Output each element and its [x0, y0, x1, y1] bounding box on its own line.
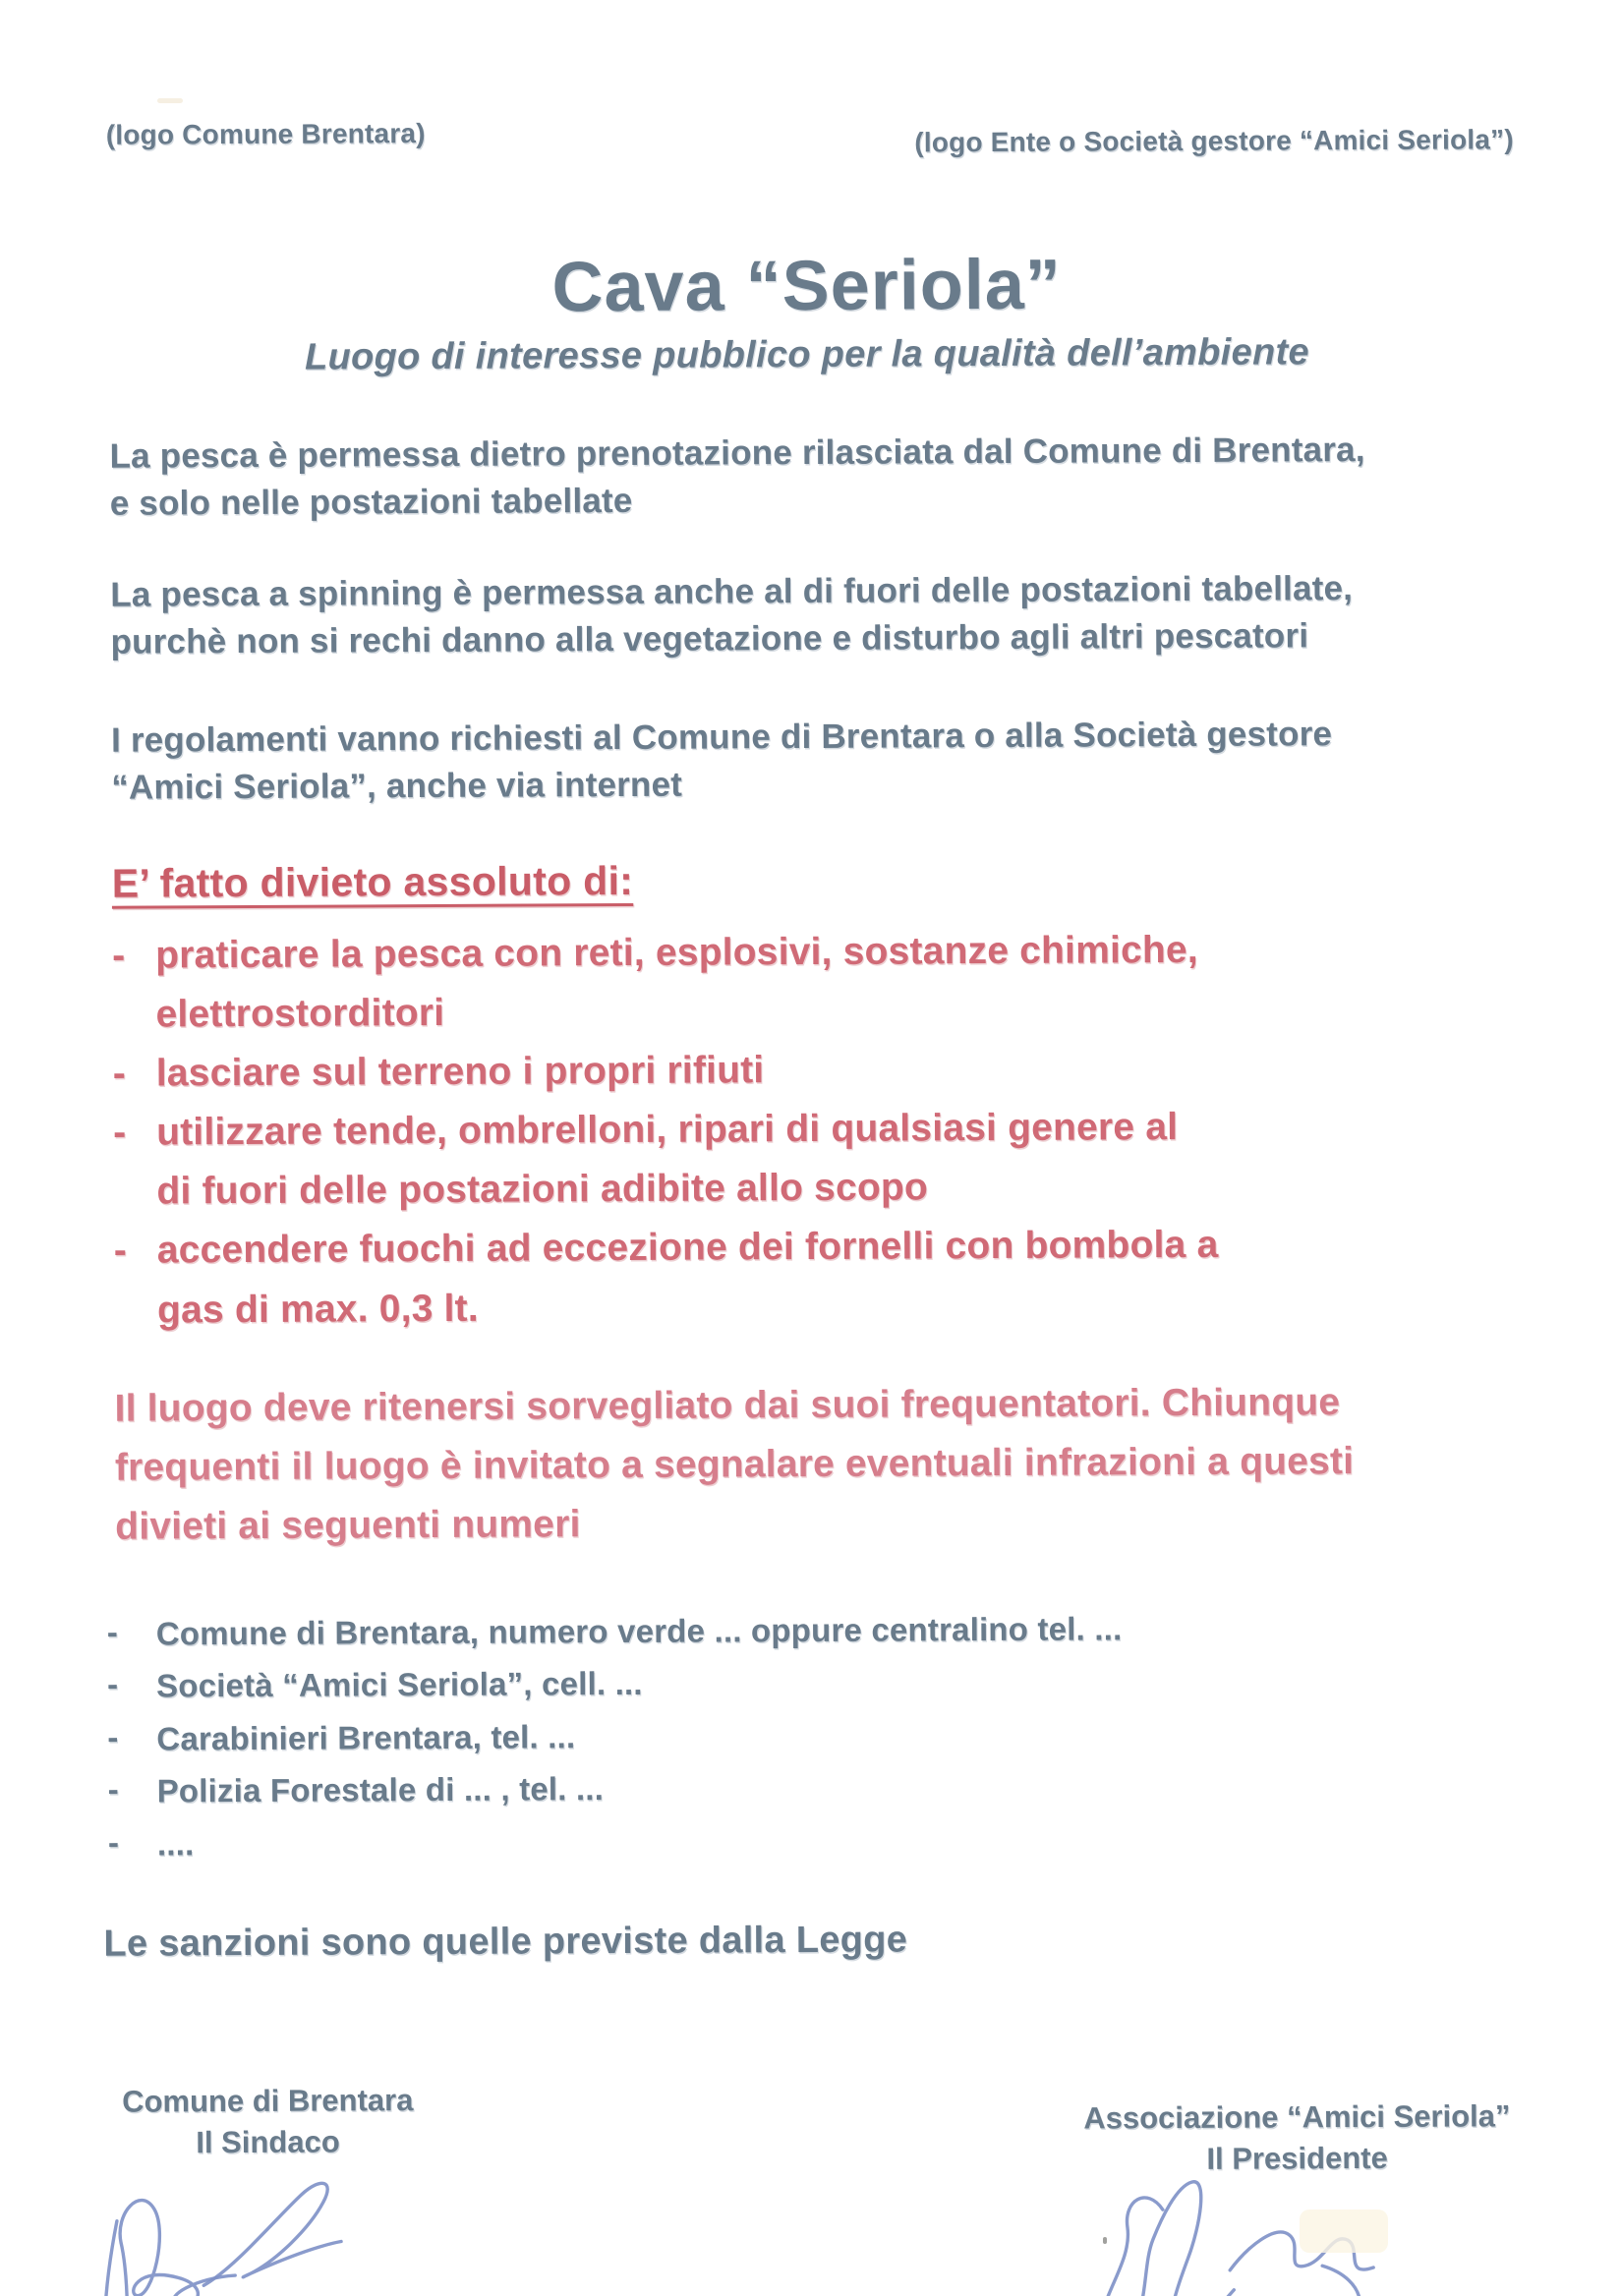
contact-item-comune: - Comune di Brentara, numero verde ... oppure centralino tel. ... [107, 1600, 1565, 1660]
contact-item-polizia-forestale: - Polizia Forestale di ... , tel. ... [108, 1757, 1566, 1817]
logo-placeholder-row [0, 0, 1616, 158]
signatory-organization: Associazione “Amici Seriola” [1083, 2098, 1511, 2136]
signature-block-mayor [100, 2080, 436, 2296]
prohibition-item-tents: - utilizzare tende, ombrelloni, ripari di qualsiasi genere al di fuori delle postazioni adibite allo scopo [113, 1096, 1563, 1222]
contact-item-other: - .... [108, 1809, 1566, 1869]
mayor-signature-ink [87, 2151, 403, 2296]
prohibition-list [112, 919, 1563, 1340]
prohibition-item-fires: - accendere fuochi ad eccezione dei fornelli con bombola a gas di max. 0,3 lt. [114, 1214, 1564, 1340]
left-logo-placeholder: (logo Comune Brentara) [105, 118, 426, 150]
prohibition-item-litter: - lasciare sul terreno i propri rifiuti [113, 1037, 1562, 1104]
contact-item-carabinieri: - Carabinieri Brentara, tel. ... [107, 1705, 1565, 1765]
signatory-role: Il Sindaco [196, 2124, 340, 2160]
prohibition-item-nets-explosives: - praticare la pesca con reti, esplosivi, sostanze chimiche, elettrostorditori [112, 919, 1562, 1045]
contacts-list [107, 1600, 1566, 1870]
page-subtitle: Luogo di interesse pubblico per la qualità dell’ambiente [304, 330, 1310, 378]
paragraph-regulations: I regolamenti vanno richiesti al Comune di Brentara o alla Società gestore “Amici Seriola”, anche via internet [110, 715, 1333, 808]
right-logo-placeholder: (logo Ente o Società gestore “Amici Seriola”) [914, 124, 1514, 158]
surveillance-note: Il luogo deve ritenersi sorvegliato dai suoi frequentatori. Chiunque frequenti il luogo è invitato a segnalare eventuali infrazioni a questi divieti ai seguenti numeri [114, 1380, 1355, 1548]
paragraph-fishing-permit: La pesca è permessa dietro prenotazione rilasciata dal Comune di Brentara, e solo nelle postazioni tabellate [109, 430, 1365, 523]
president-signature-ink [1086, 2162, 1441, 2296]
contact-item-societa: - Società “Amici Seriola”, cell. ... [107, 1652, 1565, 1712]
paragraph-spinning: La pesca a spinning è permessa anche al di fuori delle postazioni tabellate, purchè non si rechi danno alla vegetazione e disturbo agli altri pescatori [110, 569, 1354, 662]
signatory-organization: Comune di Brentara [122, 2083, 414, 2119]
signature-block-president [1056, 2095, 1539, 2296]
signature-row [100, 2074, 1539, 2296]
sanctions-note: Le sanzioni sono quelle previste dalla Legge [103, 1919, 908, 1965]
prohibition-heading: E’ fatto divieto assoluto di: [111, 858, 634, 906]
signatory-role: Il Presidente [1206, 2140, 1388, 2176]
page-title: Cava “Seriola” [551, 245, 1062, 327]
